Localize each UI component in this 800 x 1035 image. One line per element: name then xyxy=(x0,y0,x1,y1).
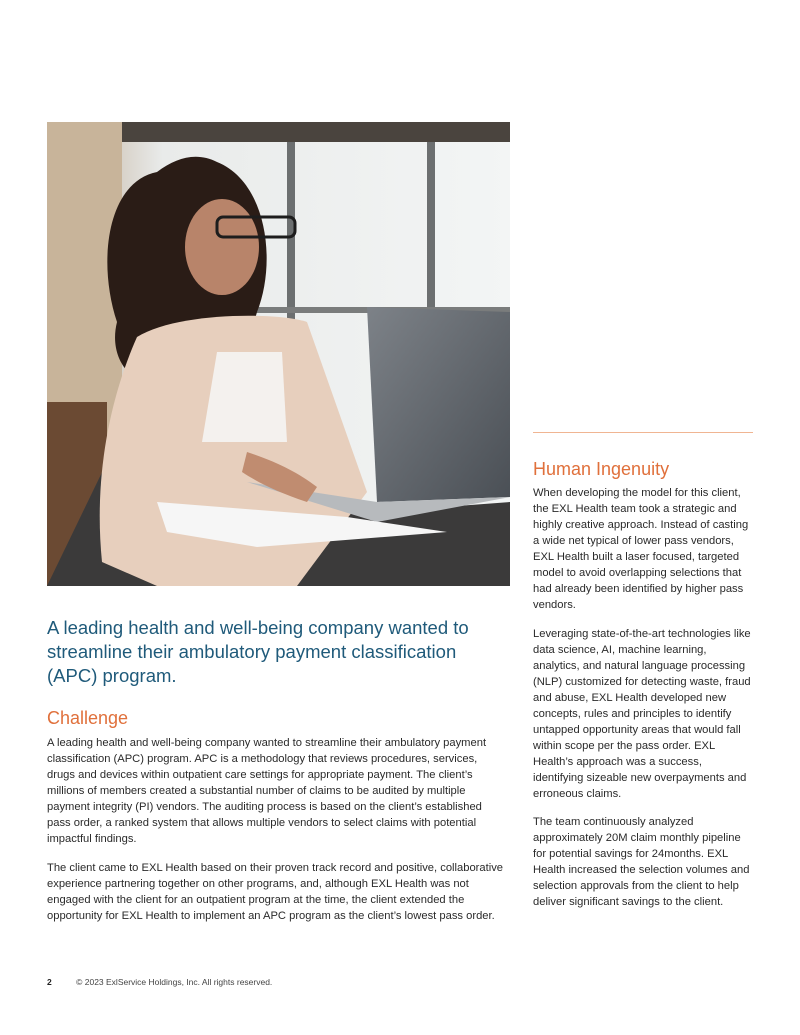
challenge-title: Challenge xyxy=(47,708,129,728)
footer xyxy=(47,977,272,987)
page-number: 2 xyxy=(47,977,52,987)
photo-illustration xyxy=(47,122,510,586)
human-ingenuity-title: Human Ingenuity xyxy=(533,459,670,479)
challenge-paragraph-2: The client came to EXL Health based on their proven track record and positive, collaborative experience partnering together on other programs, and, although EXL Health was not engaged with the client for an outpatient program at the time, the client extended the opportunity for EXL Health to implement an APC program as the client’s lowest pass order. xyxy=(47,862,504,922)
woman-laptop-photo xyxy=(47,122,510,586)
copyright-text: © 2023 ExlService Holdings, Inc. All rights reserved. xyxy=(76,977,273,987)
human-paragraph-1: When developing the model for this client, the EXL Health team took a strategic and highly creative approach. Instead of casting a wide net typical of lower pass vendors, EXL Health built a laser focused, targeted model to avoid overlapping selections that had already been identified by higher pass vendors. xyxy=(533,487,749,611)
headline: A leading health and well-being company wanted to streamline their ambulatory payment classification (APC) program. xyxy=(47,617,469,686)
challenge-paragraph-1: A leading health and well-being company wanted to streamline their ambulatory payment classification (APC) program. APC is a methodology that reviews procedures, services, drugs and devices within outpatient care settings for appropriate payment. The client’s millions of members created a substantial number of claims to be audited by multiple payment integrity (PI) vendors. The auditing process is based on the client’s established pass order, a ranked system that allows multiple vendors to select claims with potential impactful findings. xyxy=(47,737,487,845)
human-paragraph-3: The team continuously analyzed approximately 20M claim monthly pipeline for potential savings for 24months. EXL Health increased the selection volumes and selection approvals from the client to help deliver significant savings to the client. xyxy=(533,816,750,908)
human-paragraph-2: Leveraging state-of-the-art technologies like data science, AI, machine learning, analytics, and natural language processing (NLP) customized for detecting waste, fraud and abuse, EXL Health developed new concepts, rules and principles to identify untapped opportunity areas that would fall within scope per the pass order. EXL Health’s approach was a success, identifying sizeable new overpayments and erroneous claims. xyxy=(533,628,751,800)
section-divider xyxy=(533,432,753,433)
